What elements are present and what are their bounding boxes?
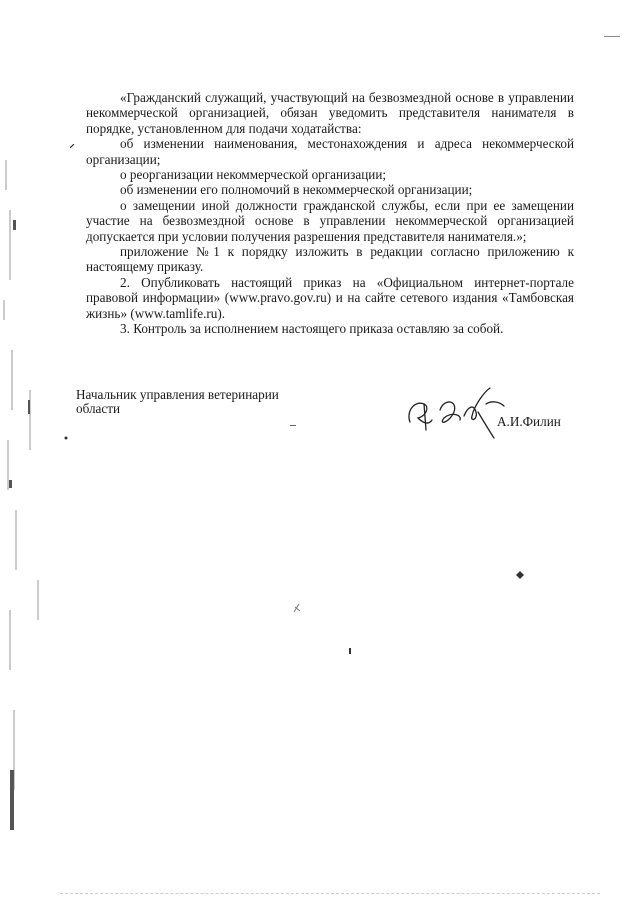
paragraph-name-change: об изменении наименования, местонахождения и адреса некоммерческой организации; [86, 136, 574, 167]
paragraph-reorganization: о реорганизации некоммерческой организации; [120, 167, 387, 183]
scan-speck [515, 570, 525, 580]
signer-title-line2: области [76, 401, 121, 416]
paragraph-appendix: приложение №1 к порядку изложить в редакции согласно приложению к настоящему приказу. [86, 244, 574, 275]
paragraph-control: 3. Контроль за исполнением настоящего приказа оставляю за собой. [120, 321, 504, 337]
scan-speck [292, 602, 302, 614]
signer-title [76, 388, 336, 416]
scan-mark [604, 36, 620, 37]
signer-name: А.И.Филин [497, 414, 561, 429]
paragraph-quote-intro: «Гражданский служащий, участвующий на безвозмездной основе в управлении некоммерческой организацией, обязан уведомить представителя нанимателя в порядке, установленном для подачи ходатайства: [86, 90, 574, 136]
signer-title-line1: Начальник управления ветеринарии [76, 387, 279, 402]
scan-speck [64, 436, 68, 440]
scan-edge-artifact [0, 150, 44, 870]
scan-speck [348, 648, 352, 654]
scan-bottom-edge [60, 893, 600, 895]
paragraph-powers-change: об изменении его полномочий в некоммерческой организации; [120, 182, 473, 198]
paragraph-other-position: о замещении иной должности гражданской службы, если при ее замещении участие на безвозмездной основе в управлении некоммерческой организацией допускается при условии получения разрешения представителя нанимателя.»; [86, 197, 574, 244]
order-text [86, 90, 574, 337]
paragraph-publish: 2. Опубликовать настоящий приказ на «Официальном интернет-портале правовой информации» (www.pravo.gov.ru) и на сайте сетевого издания «Тамбовская жизнь» (www.tamlife.ru). [86, 274, 574, 321]
scan-speck [290, 424, 296, 427]
handwritten-signature [404, 382, 514, 442]
scan-speck [70, 144, 75, 149]
